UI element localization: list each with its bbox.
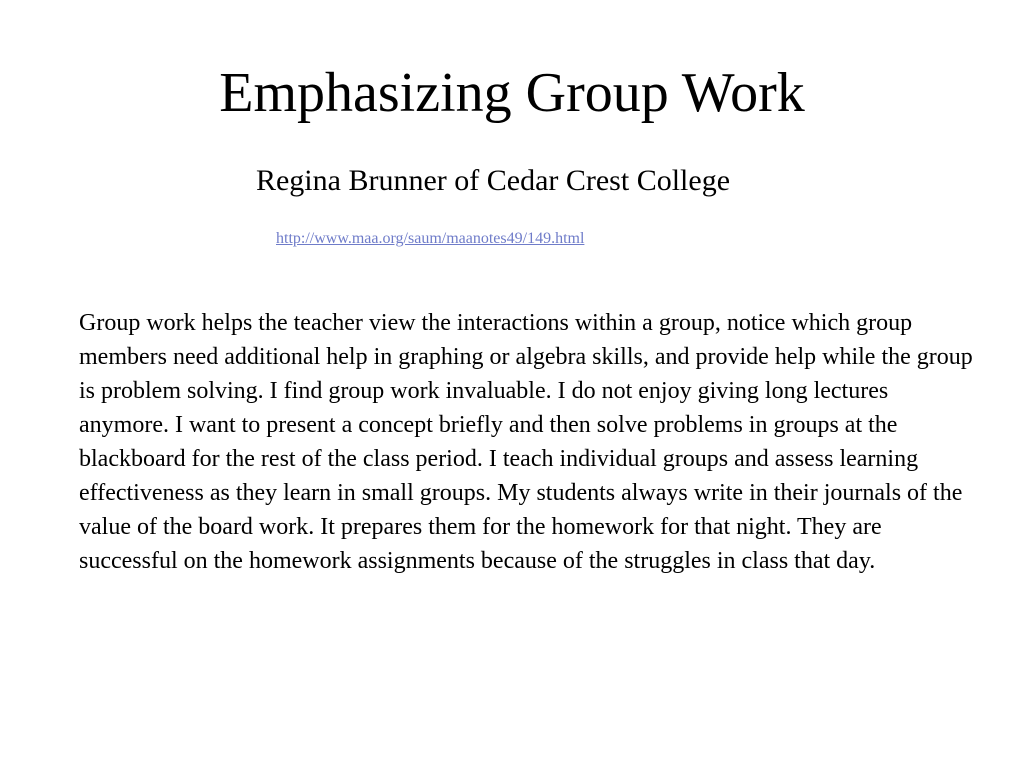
slide-title: Emphasizing Group Work (219, 62, 805, 124)
source-link[interactable]: http://www.maa.org/saum/maanotes49/149.html (276, 230, 585, 247)
slide-subtitle: Regina Brunner of Cedar Crest College (255, 164, 731, 197)
body-paragraph: Group work helps the teacher view the interactions within a group, notice which group members need additional help in graphing or algebra skills, and provide help while the group is problem solving. I find group work invaluable. I do not enjoy giving long lectures anymore. I want to present a concept briefly and then solve problems in groups at the blackboard for the rest of the class period. I teach individual groups and assess learning effectiveness as they learn in small groups. My students always write in their journals of the value of the board work. It prepares them for the homework for that night. They are successful on the homework assignments because of the struggles in class that day. (79, 310, 973, 574)
